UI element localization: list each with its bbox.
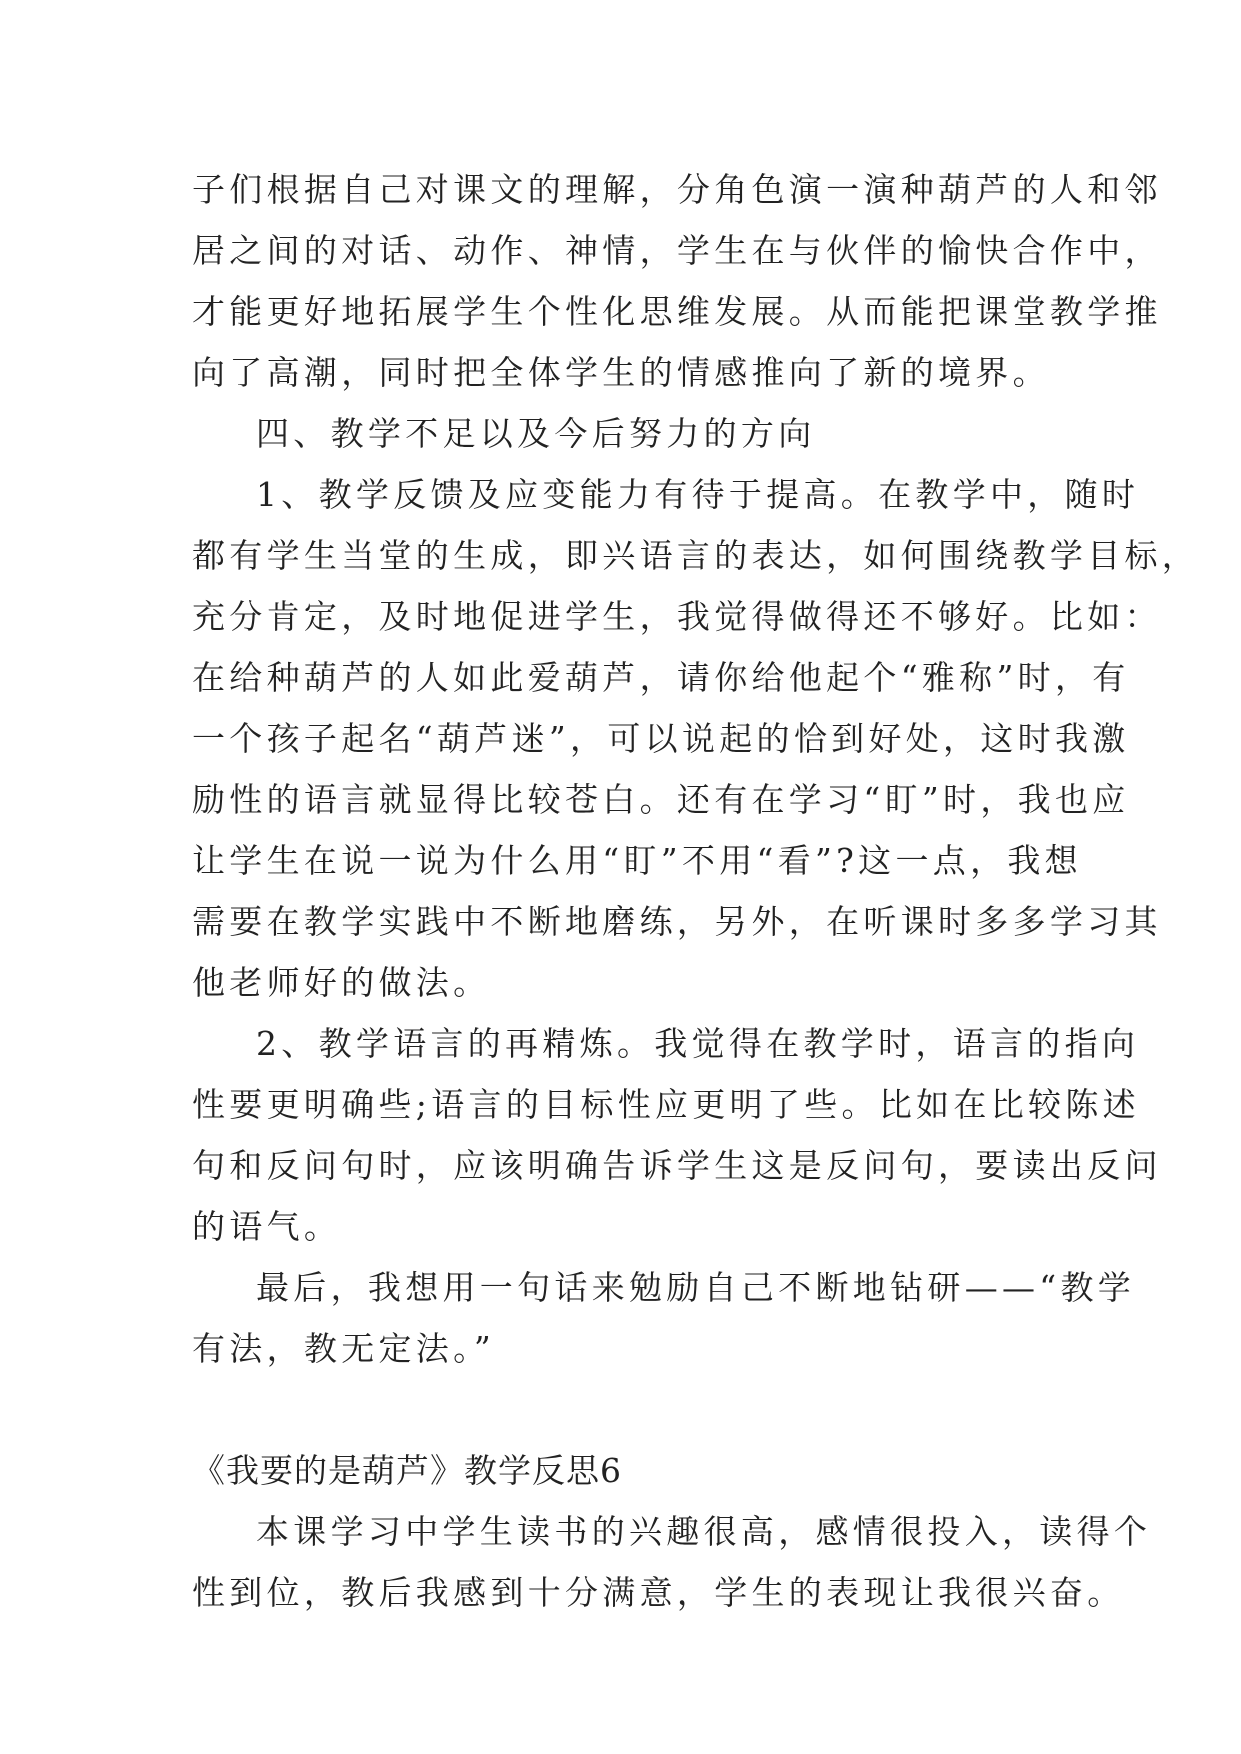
text-line: 向了高潮，同时把全体学生的情感推向了新的境界。 bbox=[192, 353, 1050, 392]
text-line: 1、教学反馈及应变能力有待于提高。在教学中，随时 bbox=[256, 475, 1140, 514]
text-line: 充分肯定，及时地促进学生，我觉得做得还不够好。比如： bbox=[192, 597, 1162, 636]
text-line: 最后，我想用一句话来勉励自己不断地钻研——“教学 bbox=[256, 1268, 1136, 1307]
text-line: 才能更好地拓展学生个性化思维发展。从而能把课堂教学推 bbox=[192, 292, 1162, 331]
text-line: 本课学习中学生读书的兴趣很高，感情很投入，读得个 bbox=[256, 1512, 1152, 1551]
text-line: 的语气。 bbox=[192, 1207, 342, 1246]
text-line: 居之间的对话、动作、神情，学生在与伙伴的愉快合作中， bbox=[192, 231, 1162, 270]
article-title: 《我要的是葫芦》教学反思6 bbox=[192, 1451, 622, 1490]
text-line: 他老师好的做法。 bbox=[192, 963, 491, 1002]
text-line: 都有学生当堂的生成，即兴语言的表达，如何围绕教学目标， bbox=[192, 536, 1200, 575]
text-line: 有法，教无定法。” bbox=[192, 1329, 496, 1368]
text-line: 子们根据自己对课文的理解，分角色演一演种葫芦的人和邻 bbox=[192, 170, 1162, 209]
text-line: 需要在教学实践中不断地磨练，另外，在听课时多多学习其 bbox=[192, 902, 1162, 941]
text-line: 让学生在说一说为什么用“盯”不用“看”?这一点，我想 bbox=[192, 841, 1082, 880]
text-line: 一个孩子起名“葫芦迷”，可以说起的恰到好处，这时我激 bbox=[192, 719, 1130, 758]
text-line: 性要更明确些;语言的目标性应更明了些。比如在比较陈述 bbox=[192, 1085, 1140, 1124]
text-line: 句和反问句时，应该明确告诉学生这是反问句，要读出反问 bbox=[192, 1146, 1162, 1185]
section-heading: 四、教学不足以及今后努力的方向 bbox=[256, 414, 816, 453]
text-line: 励性的语言就显得比较苍白。还有在学习“盯”时，我也应 bbox=[192, 780, 1130, 819]
text-line: 2、教学语言的再精炼。我觉得在教学时，语言的指向 bbox=[256, 1024, 1140, 1063]
text-line: 性到位，教后我感到十分满意，学生的表现让我很兴奋。 bbox=[192, 1573, 1125, 1612]
text-line: 在给种葫芦的人如此爱葫芦，请你给他起个“雅称”时，有 bbox=[192, 658, 1130, 697]
